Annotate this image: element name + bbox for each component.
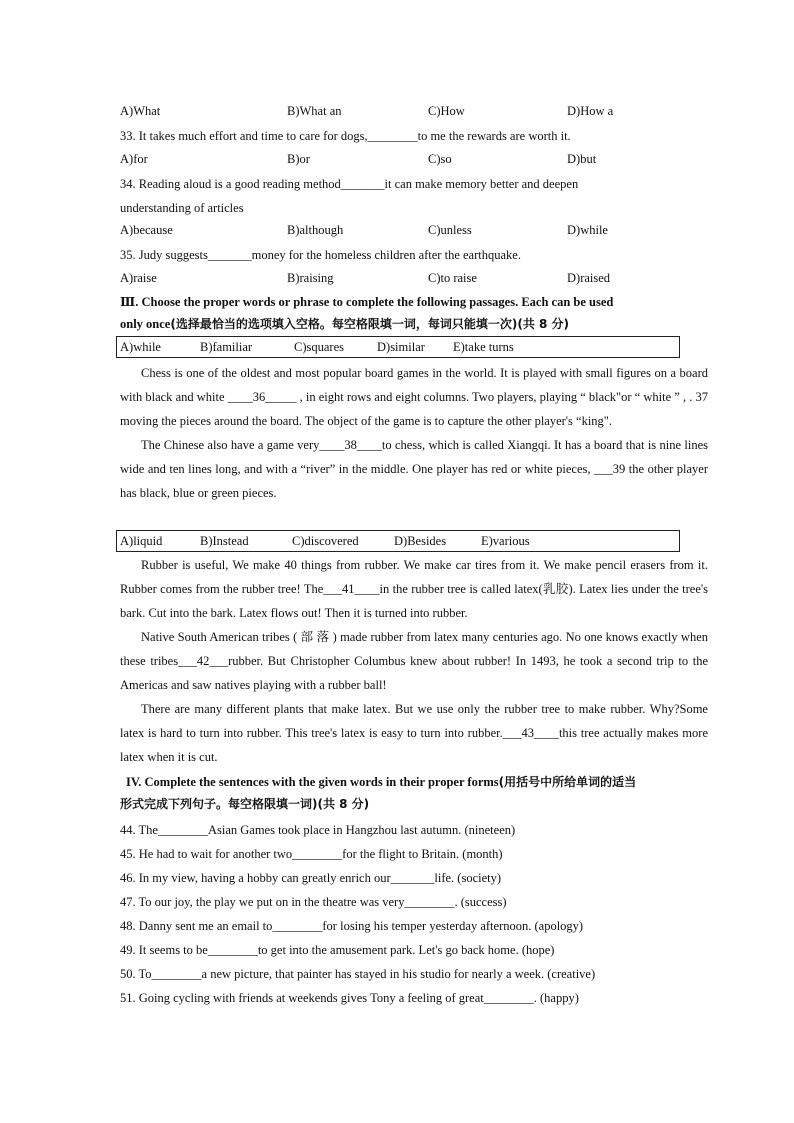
q32-options: [120, 104, 700, 120]
option-a: A)What: [120, 104, 161, 118]
question-44: 44. The________Asian Games took place in Hangzhou last autumn. (nineteen): [120, 823, 516, 837]
question-50: 50. To________a new picture, that painter has stayed in his studio for nearly a week. (creative): [120, 967, 596, 981]
q35-options: [120, 271, 700, 287]
option-a: A)because: [120, 223, 173, 237]
section-3-title-line1: Ⅲ. Choose the proper words or phrase to complete the following passages. Each can be used: [120, 295, 614, 309]
word-box-option: B)familiar: [200, 340, 253, 354]
section-3-title-en: only once: [120, 317, 171, 331]
q33-options: [120, 152, 700, 168]
word-box-2: [116, 530, 680, 552]
option-c: C)How: [428, 104, 465, 118]
q35-stem: 35. Judy suggests_______money for the homeless children after the earthquake.: [120, 248, 521, 262]
question-47: 47. To our joy, the play we put on in the theatre was very________. (success): [120, 895, 507, 909]
word-box-option: B)Instead: [200, 534, 249, 548]
passage-paragraph: Rubber is useful, We make 40 things from rubber. We make car tires from it. We make pencil erasers from it. Rubber comes from the rubber tree! The___41____in the rubber tree is called latex(乳胶). Latex lies under the tree's bark. Cut into the bark. Latex flows out! Then it is turned into rubber.: [120, 558, 708, 620]
question-45: 45. He had to wait for another two________for the flight to Britain. (month): [120, 847, 503, 861]
option-b: B)What an: [287, 104, 342, 118]
word-box-option: E)various: [481, 534, 530, 548]
word-box-option: A)while: [120, 340, 161, 354]
option-c: C)to raise: [428, 271, 477, 285]
word-box-option: D)Besides: [394, 534, 447, 548]
passage-rubber: [120, 553, 708, 769]
word-box-1: [116, 336, 680, 358]
word-box-option: E)take turns: [453, 340, 514, 354]
option-d: D)while: [567, 223, 608, 237]
option-c: C)unless: [428, 223, 472, 237]
q34-options: [120, 223, 700, 239]
passage-paragraph: Chess is one of the oldest and most popular board games in the world. It is played with small figures on a board with black and white ____36_____ , in eight rows and eight columns. Two players, playing “ black"or “ white ” , . 37 moving the pieces around the board. The object of the game is to capture the other player's “king".: [120, 366, 708, 428]
section-4-title-line1: [126, 771, 710, 793]
section-4-title: [120, 771, 710, 815]
word-box-option: A)liquid: [120, 534, 163, 548]
section-3-title: [120, 291, 710, 335]
option-b: B)raising: [287, 271, 334, 285]
word-box-option: D)similar: [377, 340, 425, 354]
section-3-title-cn: (选择最恰当的选项填入空格。每空格限填一词，每词只能填一次)(共 8 分): [170, 317, 570, 331]
passage-paragraph: Native South American tribes ( 部 落 ) made rubber from latex many centuries ago. No one knows exactly when these tribes___42___rubber. But Christopher Columbus knew about rubber! In 1493, he took a second trip to the Americas and saw natives playing with a rubber ball!: [120, 630, 708, 692]
section-4-title-cn: (用括号中所给单词的适当: [498, 775, 637, 789]
q34-stem-line1: 34. Reading aloud is a good reading method_______it can make memory better and deepen: [120, 177, 579, 191]
q34-stem-line2: understanding of articles: [120, 201, 244, 215]
option-c: C)so: [428, 152, 452, 166]
option-a: A)for: [120, 152, 148, 166]
passage-paragraph: The Chinese also have a game very____38____to chess, which is called Xiangqi. It has a board that is nine lines wide and ten lines long, and with a “river” in the middle. One player has red or white pieces, ___39 the other player has black, blue or green pieces.: [120, 438, 708, 500]
option-a: A)raise: [120, 271, 157, 285]
word-box-option: C)squares: [294, 340, 344, 354]
question-46: 46. In my view, having a hobby can greatly enrich our_______life. (society): [120, 871, 502, 885]
option-d: D)raised: [567, 271, 611, 285]
question-48: 48. Danny sent me an email to________for losing his temper yesterday afternoon. (apology): [120, 919, 584, 933]
option-d: D)How a: [567, 104, 614, 118]
option-d: D)but: [567, 152, 597, 166]
passage-chess: [120, 361, 708, 505]
section-4-title-line2: 形式完成下列句子。每空格限填一词)(共 8 分): [120, 797, 370, 811]
q33-stem: 33. It takes much effort and time to care for dogs,________to me the rewards are worth it.: [120, 129, 571, 143]
option-b: B)although: [287, 223, 344, 237]
question-51: 51. Going cycling with friends at weekends gives Tony a feeling of great________. (happy): [120, 991, 579, 1005]
section-4-title-en: IV. Complete the sentences with the given words in their proper forms: [126, 775, 499, 789]
section-3-title-line2: [120, 313, 710, 335]
option-b: B)or: [287, 152, 310, 166]
word-box-option: C)discovered: [292, 534, 359, 548]
passage-paragraph: There are many different plants that make latex. But we use only the rubber tree to make rubber. Why?Some latex is hard to turn into rubber. This tree's latex is easy to turn into rubber.___43____this tree actually makes more latex when it is cut.: [120, 702, 708, 764]
question-49: 49. It seems to be________to get into the amusement park. Let's go back home. (hope): [120, 943, 555, 957]
